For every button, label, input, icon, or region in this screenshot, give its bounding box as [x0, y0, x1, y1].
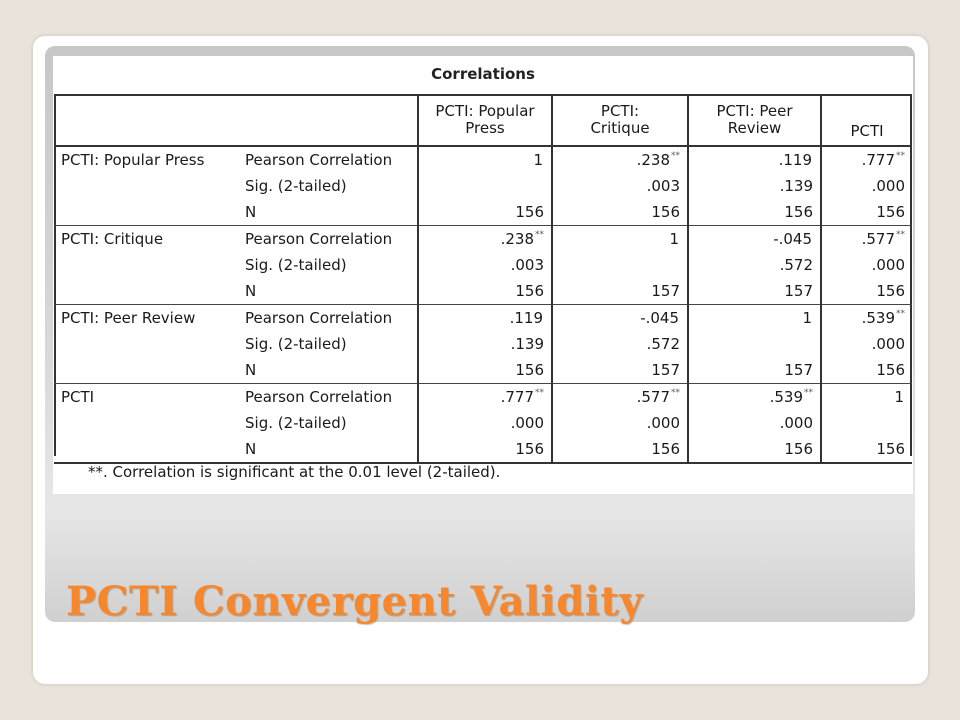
cell-value: .577: [861, 230, 895, 248]
table-row: [54, 357, 912, 384]
table-row: [54, 146, 912, 173]
table-cell: [688, 226, 821, 253]
table-cell: [821, 146, 912, 173]
table-row: [54, 436, 912, 463]
table-cell: .572: [688, 252, 821, 278]
table-cell: 156: [821, 357, 912, 384]
statistic-label: Sig. (2-tailed): [245, 256, 347, 274]
table-cell: .139: [688, 173, 821, 199]
table-cell: 156: [821, 199, 912, 226]
cell-value: 1: [669, 230, 679, 248]
table-cell: .000: [688, 410, 821, 436]
table-row: [54, 384, 912, 411]
table-cell: [552, 226, 688, 253]
table-row: [54, 252, 912, 278]
table-cell: 156: [418, 199, 552, 226]
row-header: PCTI: [61, 388, 95, 406]
table-row: [54, 410, 912, 436]
table-footnote: **. Correlation is significant at the 0.01 level (2-tailed).: [88, 463, 501, 481]
statistic-label: Pearson Correlation: [245, 388, 393, 406]
statistic-label: Pearson Correlation: [245, 230, 393, 248]
cell-value: .119: [778, 151, 812, 169]
table-cell: [418, 146, 552, 173]
table-cell: 157: [688, 357, 821, 384]
table-cell: [418, 384, 552, 411]
column-header: PCTI: Popular Press: [418, 94, 552, 146]
cell-value: .777: [500, 388, 534, 406]
correlations-table-panel: [53, 56, 913, 494]
table-cell: [418, 173, 552, 199]
cell-value: .577: [636, 388, 670, 406]
table-row: [54, 331, 912, 357]
table-cell: .000: [552, 410, 688, 436]
table-cell: 156: [418, 278, 552, 305]
row-header: [54, 199, 238, 226]
table-cell: 157: [552, 357, 688, 384]
table-cell: 156: [821, 278, 912, 305]
significance-marker: **: [535, 230, 544, 240]
cell-value: 1: [802, 309, 812, 327]
table-cell: .000: [821, 331, 912, 357]
row-header: [54, 278, 238, 305]
table-cell: [821, 305, 912, 332]
table-row: [54, 226, 912, 253]
table-cell: [688, 331, 821, 357]
table-body: [54, 146, 912, 463]
table-cell: .003: [418, 252, 552, 278]
table-header-row: [54, 94, 912, 146]
row-header: PCTI: Critique: [61, 230, 164, 248]
column-header: PCTI: Peer Review: [688, 94, 821, 146]
table-cell: .003: [552, 173, 688, 199]
table-cell: .139: [418, 331, 552, 357]
table-cell: [688, 305, 821, 332]
table-cell: 156: [418, 357, 552, 384]
table-cell: 156: [418, 436, 552, 463]
table-cell: .000: [821, 252, 912, 278]
row-header: [54, 173, 238, 199]
significance-marker: **: [896, 151, 905, 161]
table-cell: [418, 305, 552, 332]
row-header: [54, 252, 238, 278]
table-cell: [821, 410, 912, 436]
cell-value: .777: [861, 151, 895, 169]
significance-marker: **: [535, 388, 544, 398]
table-row: [54, 278, 912, 305]
table-cell: .572: [552, 331, 688, 357]
column-header: PCTI: Critique: [552, 94, 688, 146]
statistic-label: Sig. (2-tailed): [245, 177, 347, 195]
statistic-label: Pearson Correlation: [245, 309, 393, 327]
table-cell: 156: [821, 436, 912, 463]
row-header: PCTI: Peer Review: [61, 309, 196, 327]
statistic-label: N: [238, 278, 418, 305]
cell-value: -.045: [773, 230, 812, 248]
statistic-label: N: [238, 436, 418, 463]
table-row: [54, 199, 912, 226]
cell-value: .539: [769, 388, 803, 406]
table-cell: [552, 146, 688, 173]
statistic-label: Sig. (2-tailed): [245, 335, 347, 353]
significance-marker: **: [671, 388, 680, 398]
significance-marker: **: [896, 230, 905, 240]
table-cell: .000: [418, 410, 552, 436]
slide-title: PCTI Convergent Validity: [66, 578, 644, 625]
table-cell: 157: [552, 278, 688, 305]
table-row: [54, 305, 912, 332]
correlations-table: [54, 94, 912, 464]
column-header: PCTI: [821, 94, 912, 146]
header-blank-cell: [238, 94, 418, 146]
significance-marker: **: [896, 309, 905, 319]
row-header: PCTI: Popular Press: [61, 151, 205, 169]
table-cell: 156: [688, 199, 821, 226]
table-cell: .000: [821, 173, 912, 199]
row-header: [54, 436, 238, 463]
table-row: [54, 173, 912, 199]
row-header: [54, 357, 238, 384]
row-header: [54, 331, 238, 357]
statistic-label: Pearson Correlation: [245, 151, 393, 169]
table-cell: [552, 384, 688, 411]
table-cell: [552, 252, 688, 278]
cell-value: .539: [861, 309, 895, 327]
table-cell: [552, 305, 688, 332]
table-cell: 157: [688, 278, 821, 305]
row-header: [54, 410, 238, 436]
significance-marker: **: [804, 388, 813, 398]
table-cell: [821, 384, 912, 411]
cell-value: -.045: [640, 309, 679, 327]
statistic-label: N: [238, 357, 418, 384]
cell-value: .238: [500, 230, 534, 248]
cell-value: .238: [636, 151, 670, 169]
table-cell: [688, 384, 821, 411]
cell-value: .119: [509, 309, 543, 327]
table-cell: 156: [552, 436, 688, 463]
table-cell: [688, 146, 821, 173]
table-cell: 156: [552, 199, 688, 226]
significance-marker: **: [671, 151, 680, 161]
table-title: Correlations: [431, 65, 535, 83]
header-blank-cell: [54, 94, 238, 146]
table-cell: 156: [688, 436, 821, 463]
cell-value: 1: [533, 151, 543, 169]
table-cell: [418, 226, 552, 253]
table-cell: [821, 226, 912, 253]
statistic-label: Sig. (2-tailed): [245, 414, 347, 432]
cell-value: 1: [894, 388, 904, 406]
statistic-label: N: [238, 199, 418, 226]
